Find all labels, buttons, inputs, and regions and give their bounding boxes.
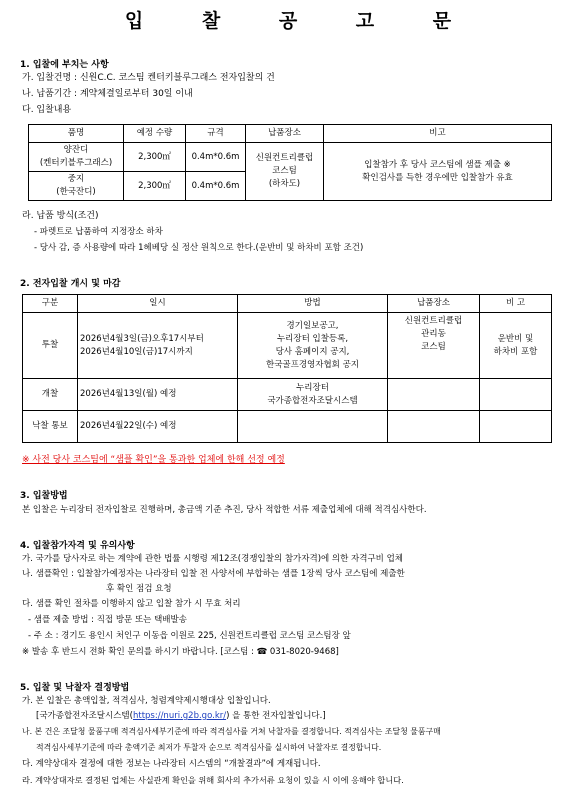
note-line: 하차비 포함 xyxy=(493,346,538,357)
text: [국가종합전자조달시스템( xyxy=(36,711,133,721)
schedule-note xyxy=(480,313,552,379)
supply-table xyxy=(28,124,552,201)
schedule-table xyxy=(22,294,552,443)
note-line: 운반비 및 xyxy=(497,333,534,344)
section-3-heading: 3. 입찰방법 xyxy=(20,491,68,501)
section-4-heading: 4. 입찰참가자격 및 유의사항 xyxy=(20,541,135,551)
nuri-link[interactable]: https://nuri.g2b.go.kr/ xyxy=(132,711,227,721)
schedule-header: 비 고 xyxy=(480,295,552,313)
schedule-kind: 개찰 xyxy=(23,379,78,411)
table-cell: 2,300㎡ xyxy=(124,143,186,172)
method-line: 누리장터 입찰등록, xyxy=(276,333,349,344)
table-cell: 0.4m*0.6m xyxy=(186,172,246,201)
s5-item-b2: 적격심사세부기준에 따라 총액기준 최저가 투찰자 순으로 적격심사를 실시하여 낙찰자로 결정합니다. xyxy=(36,743,382,752)
method-line: 한국골프경영자협회 공지 xyxy=(265,359,360,370)
schedule-note-empty xyxy=(480,379,552,411)
s4-note xyxy=(22,646,339,658)
schedule-method xyxy=(238,379,388,411)
s4-item-c2: - 주 소 : 경기도 용인시 처인구 이동읍 이원로 225, 신원컨트리클럽 코스팀 코스팀장 앞 xyxy=(28,631,351,641)
place-line: 신원컨트리클럽 xyxy=(404,316,463,326)
s1-item-d: 라. 납품 방식(조건) xyxy=(22,211,99,221)
s4-item-a: 가. 국가를 당사자로 하는 계약에 관한 법률 시행령 제12조(경쟁입찰의 참가자격)에 의한 자격구비 업체 xyxy=(22,554,404,564)
s4-item-b1: 나. 샘플확인 : 입찰참가예정자는 나라장터 입찰 전 사양서에 부합하는 샘플 1장씩 당사 코스팀에 제출한 xyxy=(22,569,405,579)
s1-item-d1: - 파렛트로 납품하여 지정장소 하차 xyxy=(34,227,163,237)
s5-item-b1: 나. 본 건은 조달청 물품구매 적격심사세부기준에 따라 적격심사를 거쳐 낙찰자를 결정합니다. 적격심사는 조달청 물품구매 xyxy=(22,727,441,736)
text: ) 을 통한 전자입찰입니다.] xyxy=(226,711,326,721)
s5-item-a2 xyxy=(36,710,326,722)
table-cell: 0.4m*0.6m xyxy=(186,143,246,172)
s1-item-b: 나. 납품기간 : 계약체결일로부터 30일 이내 xyxy=(22,89,193,99)
schedule-date: 2026년4월22일(수) 예정 xyxy=(78,411,238,443)
schedule-place-empty xyxy=(388,411,480,443)
page-title: 입 찰 공 고 문 xyxy=(124,10,478,32)
schedule-date xyxy=(78,313,238,379)
item-name-sub: (켄터키블루그래스) xyxy=(39,158,113,168)
table-cell: 2,300㎡ xyxy=(124,172,186,201)
section-1-heading: 1. 입찰에 부치는 사항 xyxy=(20,60,109,70)
supply-header: 비고 xyxy=(324,125,552,143)
phone-number: 031-8020-9468] xyxy=(267,647,339,657)
s5-item-c: 다. 계약상대자 결정에 대한 정보는 나라장터 시스템의 “개찰결과”에 게재됩니다. xyxy=(22,759,321,769)
supply-header: 예정 수량 xyxy=(124,125,186,143)
phone-icon: ☎ xyxy=(256,647,268,657)
item-name: 중지 xyxy=(67,174,85,184)
place-line: 코스팀 xyxy=(421,342,446,352)
method-line: 국가종합전자조달시스템 xyxy=(267,395,358,406)
schedule-kind: 투찰 xyxy=(23,313,78,379)
schedule-note-empty xyxy=(480,411,552,443)
schedule-date: 2026년4월13일(월) 예정 xyxy=(78,379,238,411)
table-cell xyxy=(29,172,124,201)
s1-item-d2: - 당사 감, 증 사용량에 따라 1헤베당 실 정산 원칙으로 한다.(운반비 및 하차비 포함 조건) xyxy=(34,243,364,253)
date-line: 2026년4월3일(금)오후17시부터 xyxy=(80,333,204,344)
s4-item-b2: 후 확인 점검 요청 xyxy=(106,584,172,594)
schedule-method-empty xyxy=(238,411,388,443)
place-line: 관리동 xyxy=(421,329,446,339)
note-line: 확인검사를 득한 경우에만 입찰참가 유효 xyxy=(362,172,513,183)
place-line: 신원컨트리클럽 xyxy=(255,153,314,163)
place-line: (하차도) xyxy=(268,179,301,189)
date-line: 2026년4월10일(금)17시까지 xyxy=(80,346,193,357)
s5-item-d: 라. 계약상대자로 결정된 업체는 사실관계 확인을 위해 회사의 추가서류 요청이 있을 시 이에 응해야 합니다. xyxy=(22,775,404,785)
note-text: ※ 발송 후 반드시 전화 확인 문의를 하시기 바랍니다. [코스팀 : xyxy=(22,647,257,657)
supply-header: 규격 xyxy=(186,125,246,143)
note-line: 입찰참가 후 당사 코스팀에 샘플 제출 ※ xyxy=(364,159,511,170)
supply-header: 품명 xyxy=(29,125,124,143)
schedule-header: 납품장소 xyxy=(388,295,480,313)
sample-warning: ※ 사전 당사 코스팀에 “샘플 확인”을 통과한 업체에 한해 선정 예정 xyxy=(22,455,285,465)
schedule-place-empty xyxy=(388,379,480,411)
schedule-kind: 낙찰 통보 xyxy=(23,411,78,443)
schedule-method xyxy=(238,313,388,379)
method-line: 당사 홈페이지 공지, xyxy=(275,346,350,357)
s1-item-a: 가. 입찰건명 : 신원C.C. 코스팀 켄터키블루그래스 전자입찰의 건 xyxy=(22,73,275,83)
table-cell-place xyxy=(246,143,324,201)
supply-header: 납품장소 xyxy=(246,125,324,143)
place-line: 코스팀 xyxy=(272,166,297,176)
method-line: 누리장터 xyxy=(296,382,329,393)
s5-item-a: 가. 본 입찰은 총액입찰, 적격심사, 청렴계약제시행대상 입찰입니다. xyxy=(22,696,271,706)
item-name: 양잔디 xyxy=(63,145,89,155)
s4-item-c: 다. 샘플 확인 절차를 이행하지 않고 입찰 참가 시 무효 처리 xyxy=(22,599,241,609)
table-cell xyxy=(29,143,124,172)
schedule-header: 일시 xyxy=(78,295,238,313)
schedule-header: 방법 xyxy=(238,295,388,313)
item-name-sub: (한국잔디) xyxy=(56,187,96,197)
section-5-heading: 5. 입찰 및 낙찰자 결정방법 xyxy=(20,683,130,693)
s1-item-c: 다. 입찰내용 xyxy=(22,105,72,115)
s4-item-c1: - 샘플 제출 방법 : 직접 방문 또는 택배발송 xyxy=(28,615,187,625)
schedule-place xyxy=(388,313,480,379)
section-2-heading: 2. 전자입찰 개시 및 마감 xyxy=(20,279,121,289)
method-line: 경기일보공고, xyxy=(286,320,339,331)
s3-body: 본 입찰은 누리장터 전자입찰로 진행하며, 총금액 기준 추진, 당사 적합한 서류 제출업체에 대해 적격심사한다. xyxy=(22,505,427,515)
table-cell-note xyxy=(324,143,552,201)
schedule-header: 구분 xyxy=(23,295,78,313)
